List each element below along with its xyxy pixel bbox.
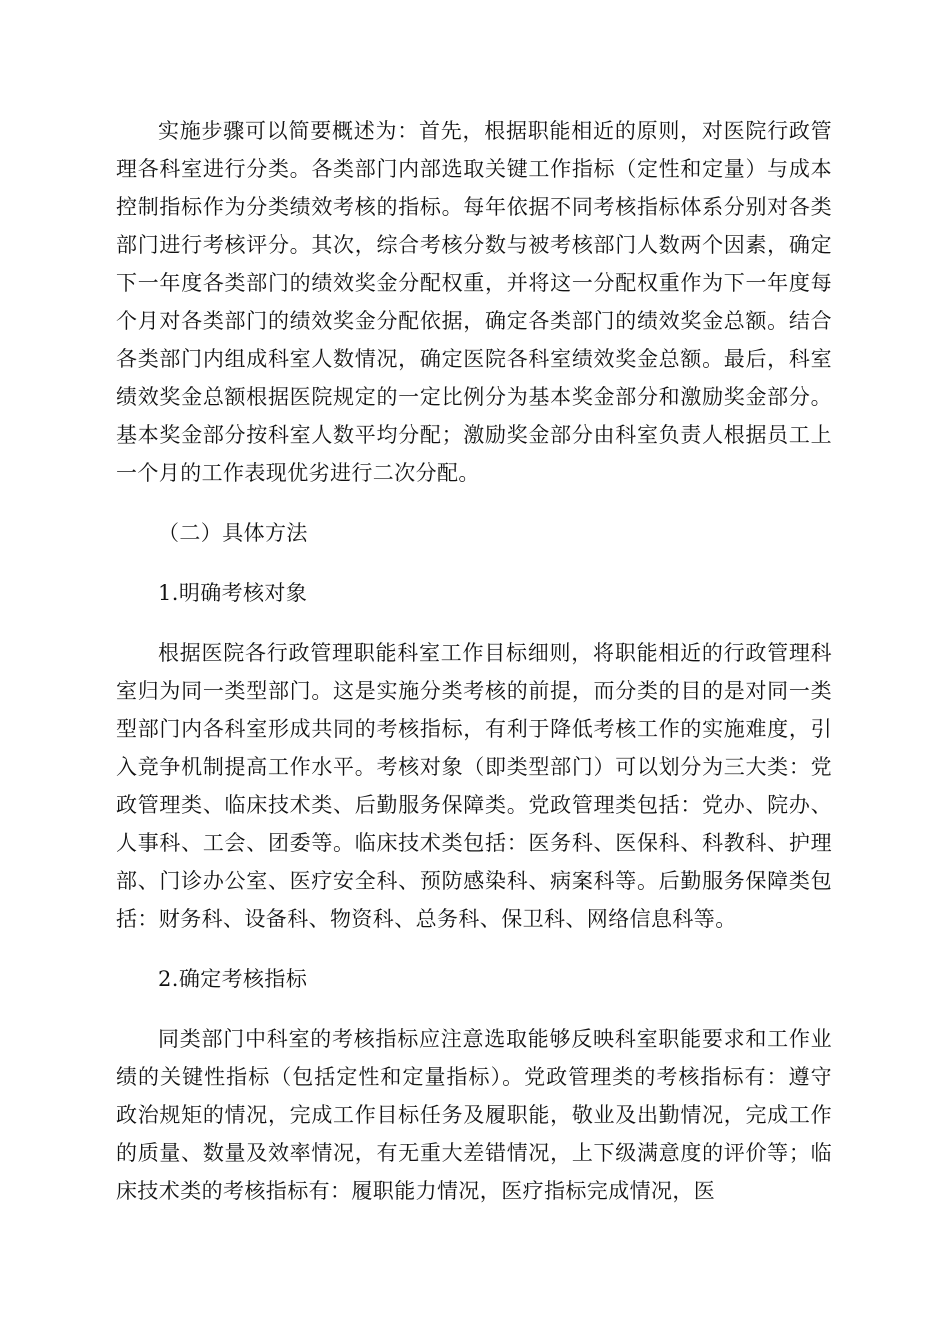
paragraph-implementation-steps: 实施步骤可以简要概述为：首先，根据职能相近的原则，对医院行政管理各科室进行分类。各类部门内部选取关键工作指标（定性和定量）与成本控制指标作为分类绩效考核的指标。每年依据不同考核指标体系分别对各类部门进行考核评分。其次，综合考核分数与被考核部门人数两个因素，确定下一年度各类部门的绩效奖金分配权重，并将这一分配权重作为下一年度每个月对各类部门的绩效奖金分配依据，确定各类部门的绩效奖金总额。结合各类部门内组成科室人数情况，确定医院各科室绩效奖金总额。最后，科室绩效奖金总额根据医院规定的一定比例分为基本奖金部分和激励奖金部分。基本奖金部分按科室人数平均分配；激励奖金部分由科室负责人根据员工上一个月的工作表现优劣进行二次分配。 bbox=[116, 119, 832, 485]
paragraph-assessment-indicators: 同类部门中科室的考核指标应注意选取能够反映科室职能要求和工作业绩的关键性指标（包括定性和定量指标）。党政管理类的考核指标有：遵守政治规矩的情况，完成工作目标任务及履职能，敬业及出勤情况，完成工作的质量、数量及效率情况，有无重大差错情况，上下级满意度的评价等；临床技术类的考核指标有：履职能力情况，医疗指标完成情况，医 bbox=[116, 1027, 832, 1203]
section-heading-specific-methods: （二）具体方法 bbox=[158, 521, 308, 545]
document-body bbox=[116, 112, 832, 1210]
subheading-assessment-targets: 1.明确考核对象 bbox=[158, 581, 308, 605]
paragraph-assessment-targets: 根据医院各行政管理职能科室工作目标细则，将职能相近的行政管理科室归为同一类型部门。这是实施分类考核的前提，而分类的目的是对同一类型部门内各科室形成共同的考核指标，有利于降低考核工作的实施难度，引入竞争机制提高工作水平。考核对象（即类型部门）可以划分为三大类：党政管理类、临床技术类、后勤服务保障类。党政管理类包括：党办、院办、人事科、工会、团委等。临床技术类包括：医务科、医保科、科教科、护理部、门诊办公室、医疗安全科、预防感染科、病案科等。后勤服务保障类包括：财务科、设备科、物资科、总务科、保卫科、网络信息科等。 bbox=[116, 641, 832, 931]
subheading-assessment-indicators: 2.确定考核指标 bbox=[158, 967, 308, 991]
